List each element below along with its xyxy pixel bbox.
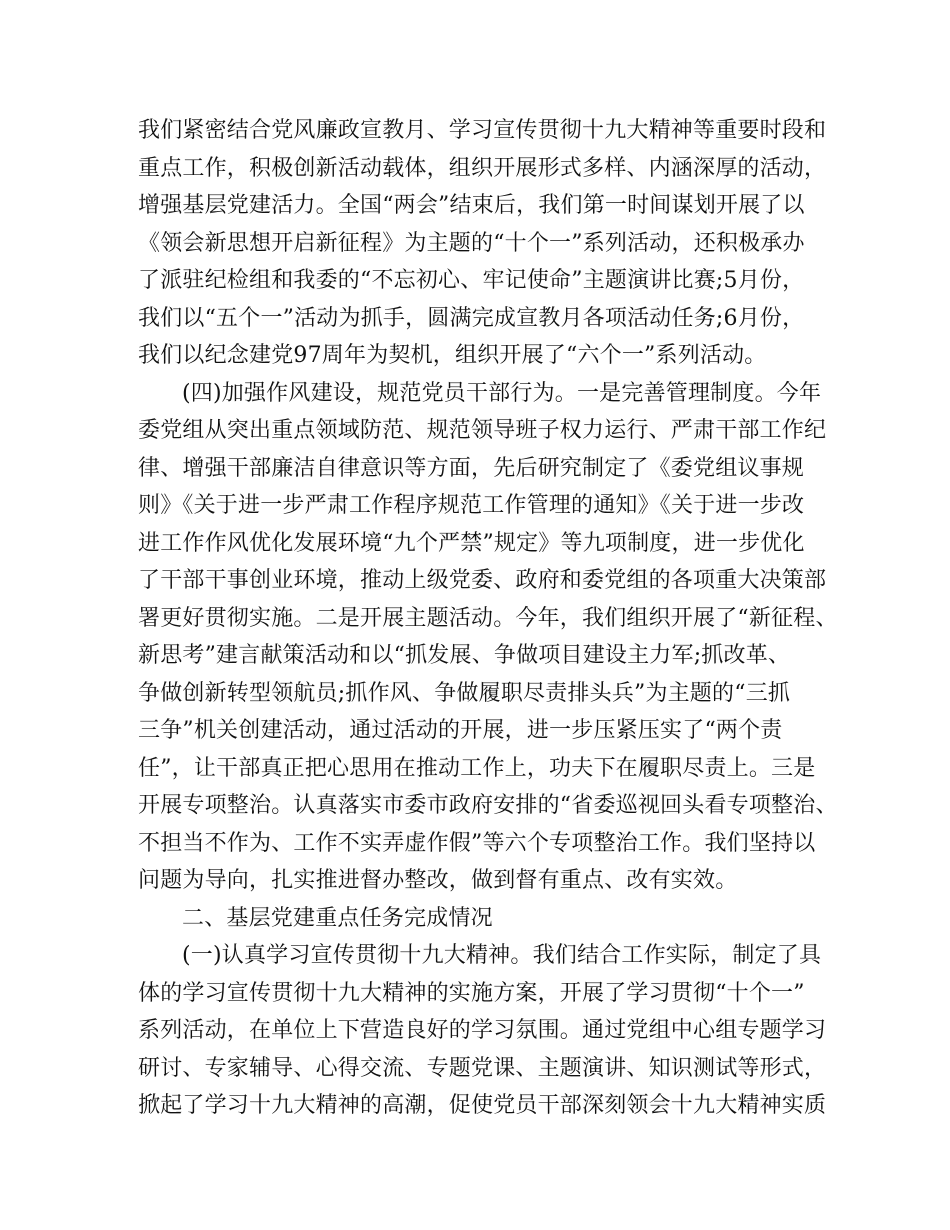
body-text [138,112,838,1125]
text-line: 不担当不作为、工作不实弄虚作假”等六个专项整治工作。我们坚持以 [138,830,816,856]
text-line: 了派驻纪检组和我委的“不忘初心、牢记使命”主题演讲比赛;5月份， [138,268,805,293]
text-line: 争做创新转型领航员;抓作风、争做履职尽责排头兵”为主题的“三抓 [138,680,791,706]
text-line: 《领会新思想开启新征程》为主题的“十个一”系列活动，还积极承办 [138,230,805,256]
section-heading: 二、基层党建重点任务完成情况 [182,905,493,931]
text-line: 重点工作，积极创新活动载体，组织开展形式多样、内涵深厚的活动， [138,155,827,181]
text-line: 开展专项整治。认真落实市委市政府安排的“省委巡视回头看专项整治、 [138,793,838,818]
text-line: 我们以纪念建党97周年为契机，组织开展了“六个一”系列活动。 [138,343,767,368]
text-line: 增强基层党建活力。全国“两会”结束后，我们第一时间谋划开展了以 [138,193,805,218]
text-line: 委党组从突出重点领域防范、规范领导班子权力运行、严肃干部工作纪 [138,418,827,443]
text-line: 体的学习宣传贯彻十九大精神的实施方案，开展了学习贯彻“十个一” [138,980,805,1006]
paragraph-start-line: (一)认真学习宣传贯彻十九大精神。我们结合工作实际，制定了具 [182,943,822,968]
text-line: 三争”机关创建活动，通过活动的开展，进一步压紧压实了“两个责 [138,718,783,743]
text-line: 律、增强干部廉洁自律意识等方面，先后研究制定了《委党组议事规 [138,455,805,481]
text-line: 问题为导向，扎实推进督办整改，做到督有重点、改有实效。 [138,868,738,893]
text-line: 任”，让干部真正把心思用在推动工作上，功夫下在履职尽责上。三是 [138,755,816,781]
text-line: 进工作作风优化发展环境“九个严禁”规定》等九项制度，进一步优化 [138,530,805,556]
text-line: 掀起了学习十九大精神的高潮，促使党员干部深刻领会十九大精神实质 [138,1093,827,1118]
text-line: 了干部干事创业环境，推动上级党委、政府和委党组的各项重大决策部 [138,568,827,593]
text-line: 则》《关于进一步严肃工作程序规范工作管理的通知》《关于进一步改 [138,493,805,518]
text-line: 署更好贯彻实施。二是开展主题活动。今年，我们组织开展了“新征程、 [138,605,838,631]
text-line: 研讨、专家辅导、心得交流、专题党课、主题演讲、知识测试等形式， [138,1055,827,1081]
text-line: 系列活动，在单位上下营造良好的学习氛围。通过党组中心组专题学习 [138,1018,827,1043]
text-line: 新思考”建言献策活动和以“抓发展、争做项目建设主力军;抓改革、 [138,643,791,668]
paragraph-start-line: (四)加强作风建设，规范党员干部行为。一是完善管理制度。今年 [182,380,822,406]
text-line: 我们紧密结合党风廉政宣教月、学习宣传贯彻十九大精神等重要时段和 [138,118,827,143]
text-line: 我们以“五个一”活动为抓手，圆满完成宣教月各项活动任务;6月份， [138,305,805,331]
